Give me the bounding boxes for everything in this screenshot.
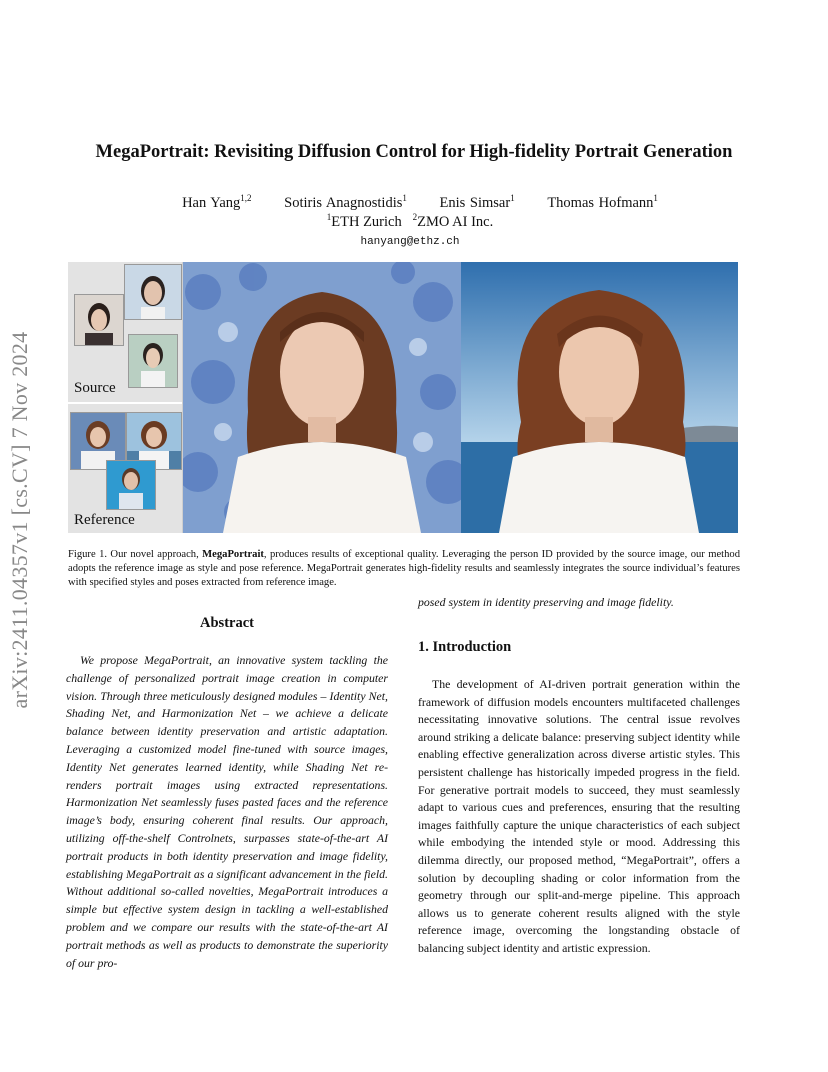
panel-divider: [68, 402, 182, 404]
author-3: Enis Simsar$^1$: [439, 193, 515, 211]
source-label: Source: [74, 380, 116, 396]
result-image-floral: [183, 262, 461, 533]
arxiv-identifier: arXiv:2411.04357v1 [cs.CV] 7 Nov 2024: [7, 331, 32, 709]
affiliation-1: ETH Zurich: [331, 214, 402, 230]
reference-thumbnail-3: [106, 460, 156, 510]
reference-label: Reference: [74, 512, 135, 528]
source-thumbnail-3: [128, 334, 178, 388]
introduction-heading: 1. Introduction: [418, 639, 512, 655]
input-panel: [68, 262, 183, 533]
author-list: [120, 195, 720, 212]
author-1: Han Yang$^{1,2}$: [182, 193, 252, 211]
teaser-figure: [68, 262, 738, 533]
introduction-body: The development of AI-driven portrait generation within the framework of diffusion models encounters multifaceted challenges necessitating innovative solutions. The central issue revolves around striking a delicate balance: preserving subject identity while enabling effective generalization across diverse artistic styles. This persistent challenge has historically impeded progress in the field. For generative portrait models to succeed, they must seamlessly adapt to various cues and preferences, ensuring that the resulting images faithfully capture the unique characteristics of each subject while embodying the intended style or mood. Addressing this dilemma directly, our proposed method, “MegaPortrait”, offers a solution by decoupling shading or color information from the geometry through our split-and-merge pipeline. This approach allows us to generate coherent results aligned with the style reference image, overcoming the longstanding obstacle of balancing subject identity and artistic expression.: [418, 677, 740, 955]
abstract-heading: Abstract: [200, 615, 254, 631]
abstract-body: We propose MegaPortrait, an innovative system tackling the challenge of personalized portrait image creation in computer vision. Through three meticulously designed modules – Identity Net, Shading Net, and Harmonization Net – we achieve a delicate balance between identity preservation and artistic adaptation. Leveraging a customized model fine-tuned with source images, Identity Net generates learned identity, while Shading Net re-renders portrait images using extracted representations. Harmonization Net seamlessly fuses pasted faces and the reference image’s body, ensuring coherent final results. Our approach, utilizing off-the-shelf Controlnets, surpasses state-of-the-art AI portrait products in both identity preservation and image fidelity, establishing MegaPortrait as a significant advancement in the field. Without additional so-called novelties, MegaPortrait introduces a simple but effective system design in tackling a well-established problem and we compare our results with the state-of-the-art AI portrait methods as well as products to demonstrate the superiority of our pro-: [66, 653, 388, 970]
affiliations: $^1$ETH Zurich $^2$ZMO AI Inc.: [326, 212, 494, 230]
affiliation-2: ZMO AI Inc.: [417, 214, 494, 230]
result-image-beach: [461, 262, 738, 533]
source-thumbnail-2: [74, 294, 124, 346]
author-4: Thomas Hofmann$^1$: [547, 193, 658, 211]
figure-caption: Figure 1. Our novel approach, MegaPortrait, produces results of exceptional quality. Leveraging the person ID provided by the source image, our method adopts the reference image as style and pose reference. MegaPortrait generates high-fidelity results and seamlessly integrates the source individual’s features with specified styles and poses extracted from reference image.: [68, 549, 740, 589]
abstract-continuation: posed system in identity preserving and image fidelity.: [418, 595, 674, 609]
author-email: hanyang@ethz.ch: [360, 236, 460, 248]
paper-title: MegaPortrait: Revisiting Diffusion Control for High-fidelity Portrait Generation: [95, 142, 733, 162]
left-column: [66, 615, 388, 972]
author-2: Sotiris Anagnostidis$^1$: [284, 193, 407, 211]
right-column: [418, 594, 740, 958]
source-thumbnail-1: [124, 264, 182, 320]
